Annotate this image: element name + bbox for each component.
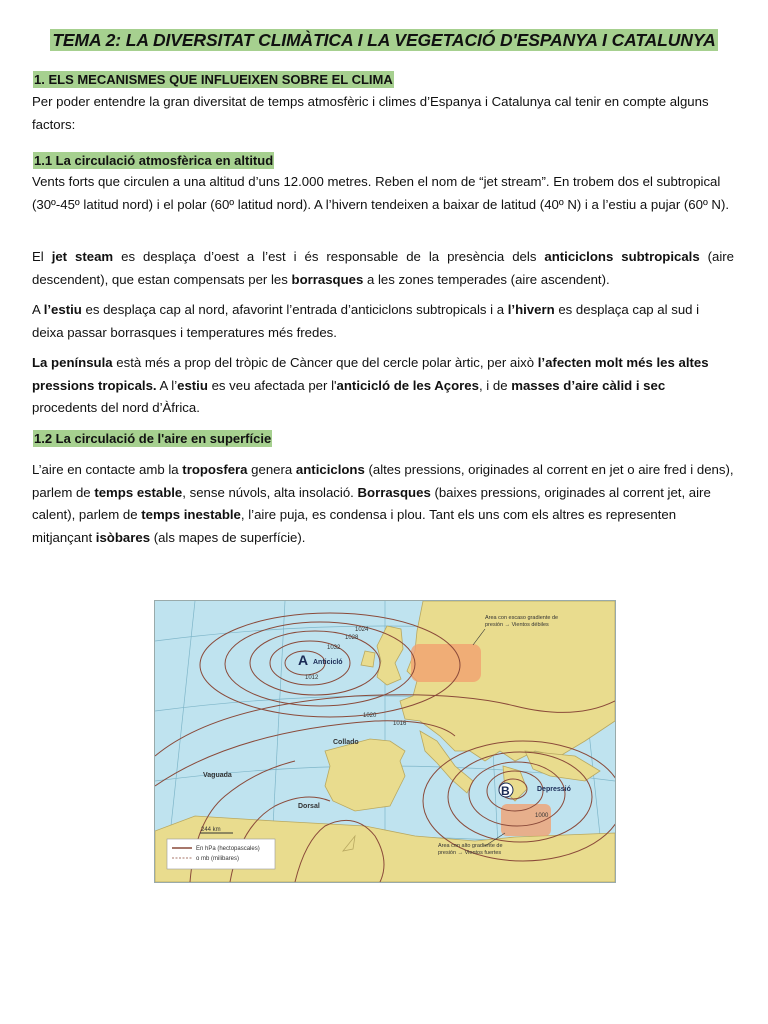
high-pressure-label: Anticicló xyxy=(313,659,343,666)
vaguada-label: Vaguada xyxy=(203,772,232,779)
dorsal-label: Dorsal xyxy=(298,803,320,810)
section-1-2-paragraph-1: L’aire en contacte amb la troposfera genera anticiclons (altes pressions, originades al corrent en jet o aire fred i dens), parlem de temps estable, sense núvols, alta insolació. Borrasques (baixes pressions, originades al corrent jet, aire calent), parlem de temps inestable, l’aire puja, es condensa i plou. Tant els uns com els altres es representen mitjançant isòbares (als mapes de superfície). xyxy=(32,462,734,545)
high-gradient-annotation: Àrea con alto gradiente de presión → Vientos fuertes xyxy=(438,843,503,856)
section-1-2-heading: 1.2 La circulació de l'aire en superfície xyxy=(34,431,272,446)
section-1-intro: Per poder entendre la gran diversitat de temps atmosfèric i climes d’Espanya i Catalunya cal tenir en compte alguns factors: xyxy=(32,94,709,132)
high-pressure-letter: A xyxy=(298,652,309,668)
low-pressure-label: Depressió xyxy=(537,786,571,793)
isobar-label: 1024 xyxy=(355,627,369,633)
low-gradient-area xyxy=(411,644,481,682)
isobar-label: 1020 xyxy=(363,713,377,719)
low-gradient-annotation: Àrea con escaso gradiente de presión → Vientos débiles xyxy=(485,615,559,628)
section-1-1-paragraph-4: La península està més a prop del tròpic de Càncer que del cercle polar àrtic, per això l’afecten molt més les altes pressions tropicals. A l’estiu es veu afectada per l'anticicló de les Açores, i de masses d’aire càlid i sec procedents del nord d’Àfrica. xyxy=(32,355,709,415)
section-1-1-heading: 1.1 La circulació atmosfèrica en altitud xyxy=(34,153,274,168)
isobar-map-figure xyxy=(154,600,616,883)
isobar-label: 1032 xyxy=(327,645,341,651)
section-1-1-paragraph-2: El jet steam es desplaça d’oest a l’est i és responsable de la presència dels anticiclons subtropicals (aire descendent), que estan compensats per les borrasques a les zones temperades (aire ascendent). xyxy=(32,249,734,287)
document-title: TEMA 2: LA DIVERSITAT CLIMÀTICA I LA VEGETACIÓ D'ESPANYA I CATALUNYA xyxy=(50,29,718,51)
section-1-heading: 1. ELS MECANISMES QUE INFLUEIXEN SOBRE EL CLIMA xyxy=(34,72,393,87)
map-legend xyxy=(167,839,275,869)
legend-line-2: o mb (milibares) xyxy=(196,856,240,862)
section-1-1-paragraph-1: Vents forts que circulen a una altitud d’uns 12.000 metres. Reben el nom de “jet stream”. En trobem dos el subtropical (30º-45º latitud nord) i el polar (60º latitud nord). A l’hivern tendeixen a baixar de latitud (40º N) i a l’estiu a pujar (60º N). xyxy=(32,174,730,212)
high-gradient-area xyxy=(501,804,551,836)
isobar-label: 1012 xyxy=(305,675,319,681)
scale-label: 244 km xyxy=(201,827,221,833)
legend-line-1: En hPa (hectopascales) xyxy=(196,846,260,852)
section-1-1-paragraph-3: A l’estiu es desplaça cap al nord, afavorint l’entrada d’anticiclons subtropicals i a l’hivern es desplaça cap al sud i deixa passar borrasques i temperatures més fredes. xyxy=(32,302,700,340)
collado-label: Collado xyxy=(333,739,359,746)
isobar-label: 1000 xyxy=(535,813,549,819)
isobar-label: 1028 xyxy=(345,635,359,641)
low-pressure-letter: B xyxy=(501,784,510,798)
isobar-label: 1016 xyxy=(393,721,407,727)
